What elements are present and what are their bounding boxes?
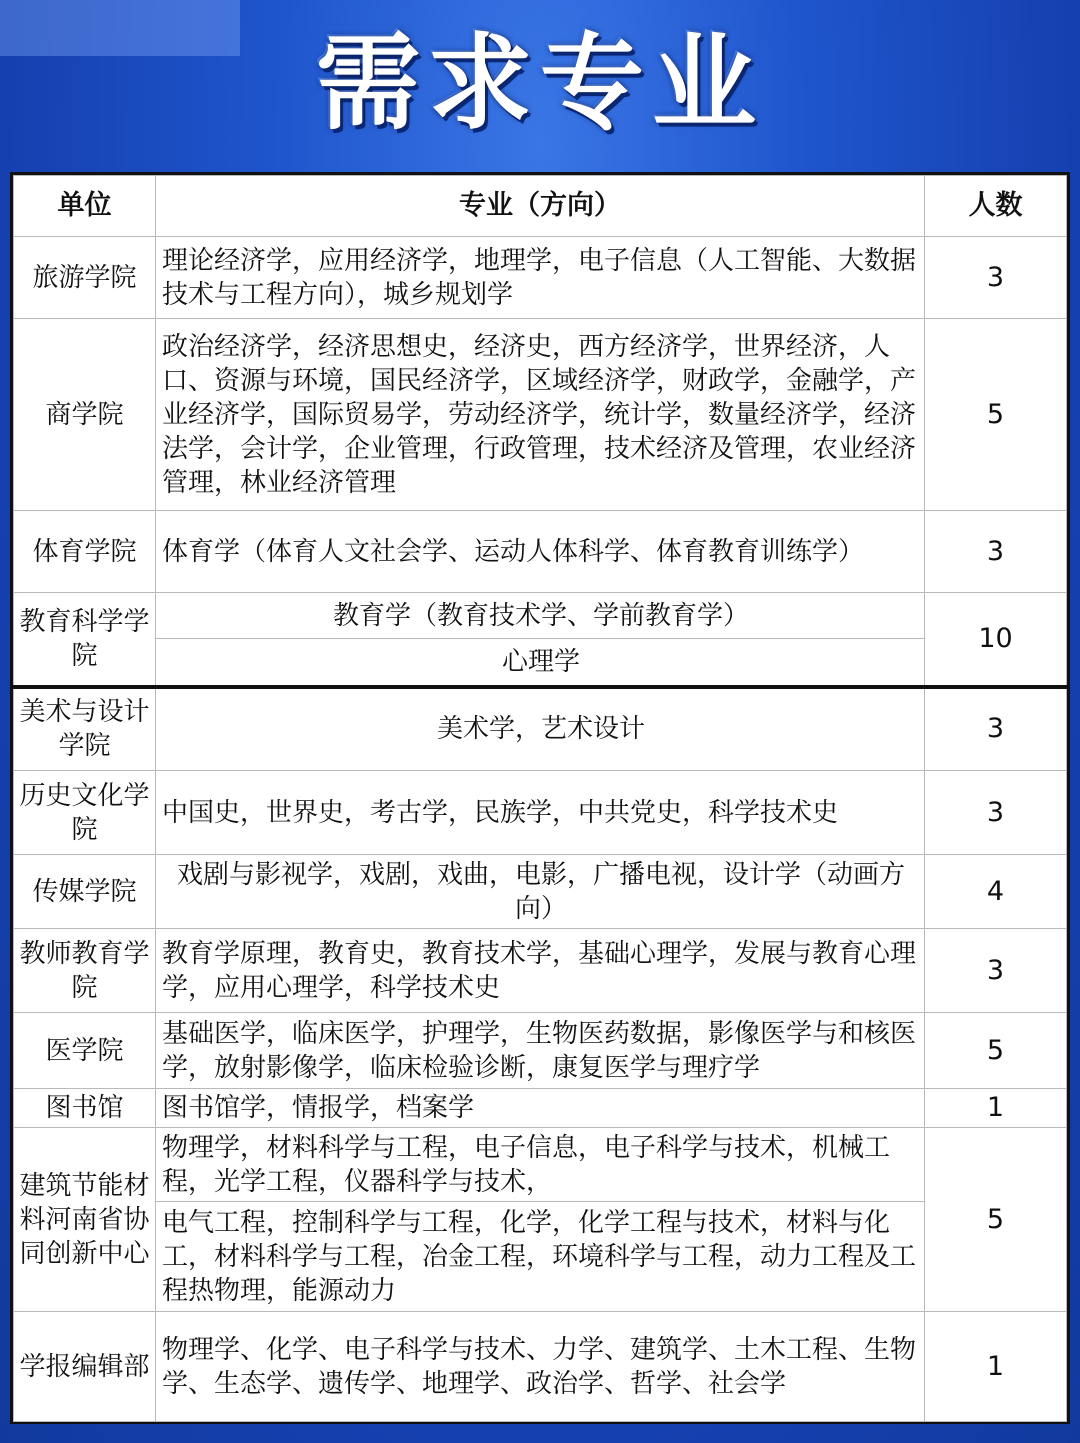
major-cell: 理论经济学，应用经济学，地理学，电子信息（人工智能、大数据技术与工程方向），城乡规划学	[156, 237, 925, 319]
major-cell: 电气工程，控制科学与工程，化学，化学工程与技术，材料与化工，材料科学与工程，冶金工程，环境科学与工程，动力工程及工程热物理，能源动力	[156, 1202, 925, 1312]
count-cell: 3	[925, 771, 1067, 855]
table-row	[14, 511, 1067, 593]
table-row	[14, 639, 1067, 687]
count-cell: 1	[925, 1312, 1067, 1422]
majors-table	[10, 172, 1070, 1424]
table-row	[14, 771, 1067, 855]
table-row	[14, 593, 1067, 639]
count-cell: 1	[925, 1089, 1067, 1128]
unit-cell: 商学院	[14, 319, 156, 511]
page-title: 需求专业	[315, 21, 764, 144]
major-cell: 政治经济学，经济思想史，经济史，西方经济学，世界经济，人口、资源与环境，国民经济学，区域经济学，财政学，金融学，产业经济学，国际贸易学，劳动经济学，统计学，数量经济学，经济法学，会计学，企业管理，行政管理，技术经济及管理，农业经济管理，林业经济管理	[156, 319, 925, 511]
table-row	[14, 319, 1067, 511]
major-cell: 心理学	[156, 639, 925, 687]
major-cell: 中国史，世界史，考古学，民族学，中共党史，科学技术史	[156, 771, 925, 855]
unit-cell: 图书馆	[14, 1089, 156, 1128]
count-cell: 3	[925, 687, 1067, 771]
unit-cell: 学报编辑部	[14, 1312, 156, 1422]
unit-cell: 教师教育学院	[14, 929, 156, 1013]
unit-cell: 历史文化学院	[14, 771, 156, 855]
unit-cell: 教育科学学院	[14, 593, 156, 687]
table-row	[14, 1202, 1067, 1312]
table-header-row	[14, 176, 1067, 237]
unit-cell: 美术与设计学院	[14, 687, 156, 771]
major-cell: 图书馆学，情报学，档案学	[156, 1089, 925, 1128]
table-row	[14, 1128, 1067, 1202]
header-count: 人数	[925, 176, 1067, 237]
count-cell: 4	[925, 855, 1067, 929]
major-cell: 教育学（教育技术学、学前教育学）	[156, 593, 925, 639]
count-cell: 5	[925, 1128, 1067, 1312]
table-row	[14, 687, 1067, 771]
unit-cell: 传媒学院	[14, 855, 156, 929]
count-cell: 3	[925, 511, 1067, 593]
unit-cell: 医学院	[14, 1013, 156, 1089]
count-cell: 3	[925, 237, 1067, 319]
count-cell: 5	[925, 1013, 1067, 1089]
table-row	[14, 1013, 1067, 1089]
unit-cell: 建筑节能材料河南省协同创新中心	[14, 1128, 156, 1312]
table-row	[14, 929, 1067, 1013]
table-row	[14, 1089, 1067, 1128]
table-row	[14, 1312, 1067, 1422]
major-cell: 戏剧与影视学，戏剧，戏曲，电影，广播电视，设计学（动画方向）	[156, 855, 925, 929]
major-cell: 物理学，材料科学与工程，电子信息，电子科学与技术，机械工程，光学工程，仪器科学与技术，	[156, 1128, 925, 1202]
count-cell: 10	[925, 593, 1067, 687]
unit-cell: 体育学院	[14, 511, 156, 593]
major-cell: 体育学（体育人文社会学、运动人体科学、体育教育训练学）	[156, 511, 925, 593]
major-cell: 教育学原理，教育史，教育技术学，基础心理学，发展与教育心理学，应用心理学，科学技术史	[156, 929, 925, 1013]
count-cell: 3	[925, 929, 1067, 1013]
count-cell: 5	[925, 319, 1067, 511]
major-cell: 物理学、化学、电子科学与技术、力学、建筑学、土木工程、生物学、生态学、遗传学、地理学、政治学、哲学、社会学	[156, 1312, 925, 1422]
major-cell: 美术学，艺术设计	[156, 687, 925, 771]
table-row	[14, 237, 1067, 319]
table-row	[14, 855, 1067, 929]
unit-cell: 旅游学院	[14, 237, 156, 319]
header-major: 专业（方向）	[156, 176, 925, 237]
header-unit: 单位	[14, 176, 156, 237]
major-cell: 基础医学，临床医学，护理学，生物医药数据，影像医学与和核医学，放射影像学，临床检验诊断，康复医学与理疗学	[156, 1013, 925, 1089]
